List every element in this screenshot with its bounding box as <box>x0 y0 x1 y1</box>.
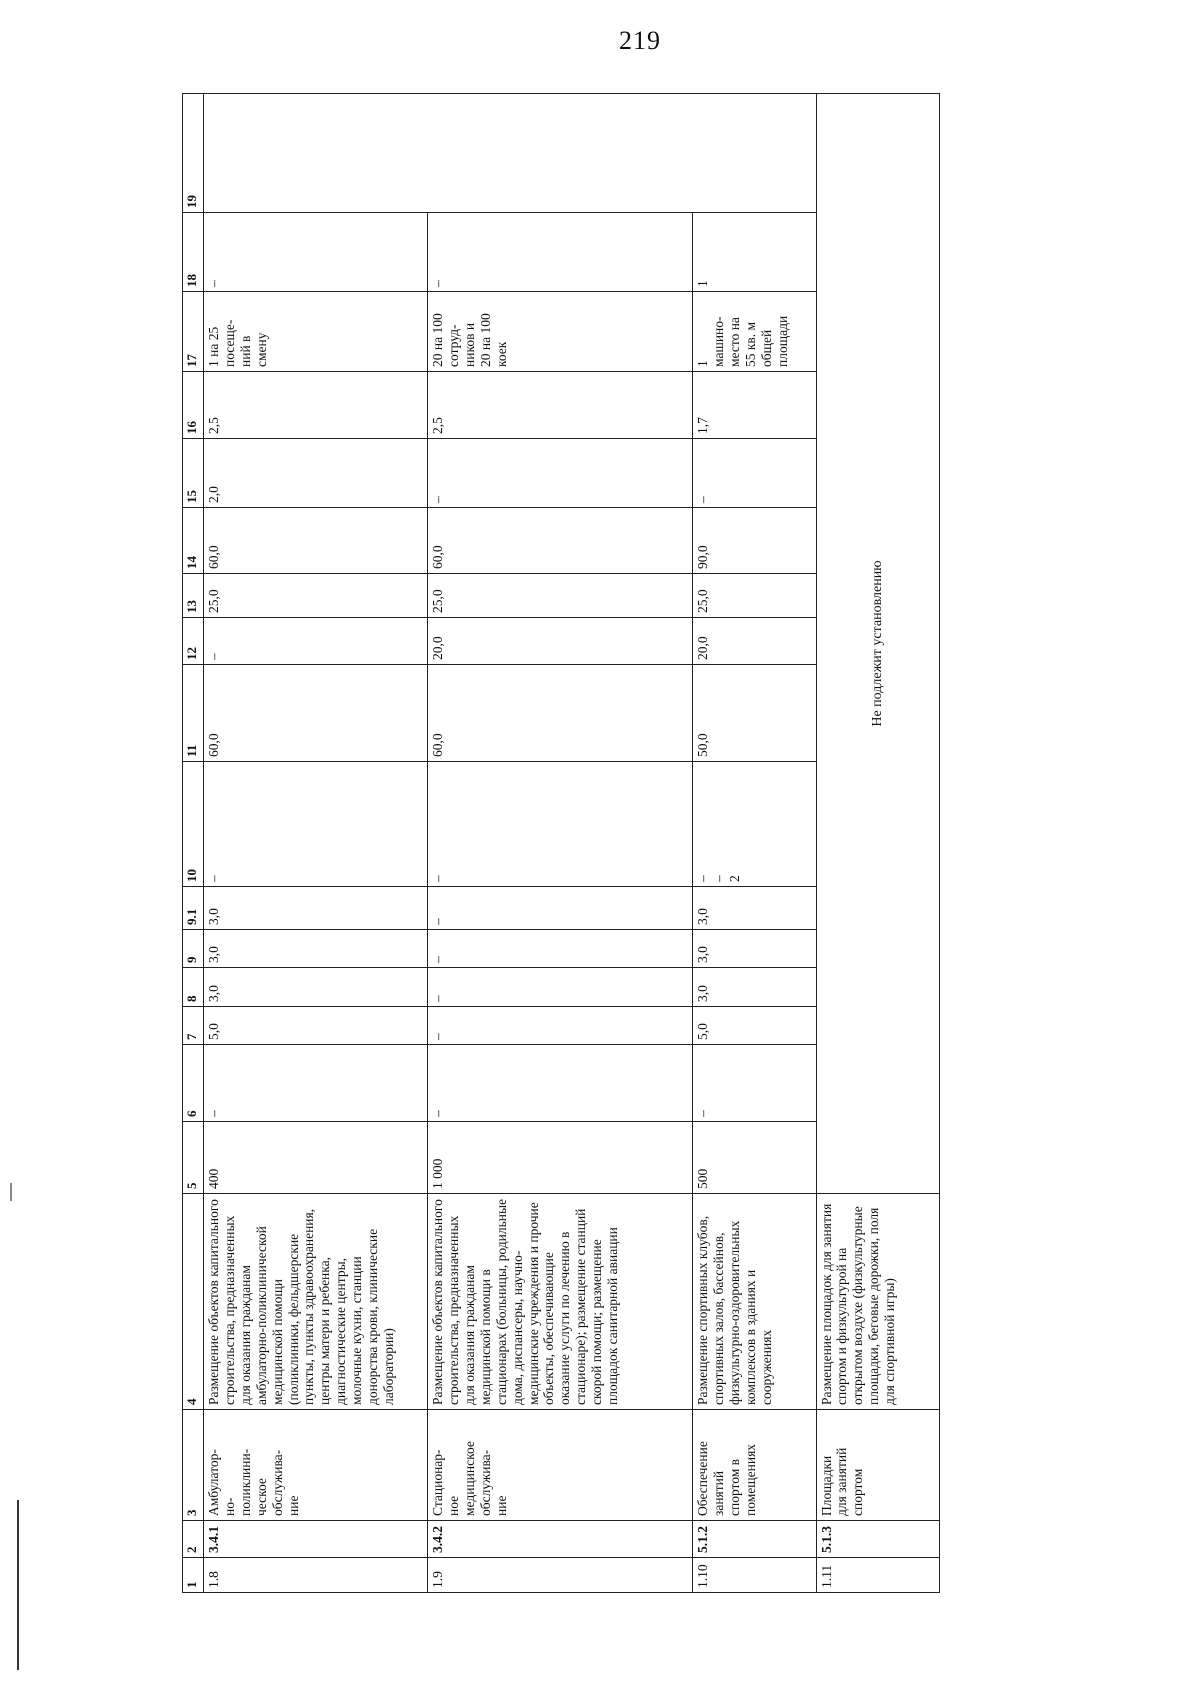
cell-c16: 2,5 <box>428 372 693 439</box>
row-code: 5.1.2 <box>693 1521 816 1558</box>
cell-c14: 60,0 <box>428 508 693 574</box>
header-cell: 7 <box>183 1007 204 1045</box>
header-cell: 12 <box>183 618 204 665</box>
header-cell: 18 <box>183 213 204 292</box>
header-cell: 13 <box>183 574 204 618</box>
row-description: Размещение спортивных клубов, спортивных залов, бассейнов, физкультурно-оздоровительных комплексов в зданиях и сооружениях <box>693 1194 816 1410</box>
cell-c19 <box>203 94 816 213</box>
cell-c7: – <box>428 1007 693 1045</box>
page-number: 219 <box>619 26 661 55</box>
row-code: 5.1.3 <box>816 1521 939 1558</box>
cell-c15: – <box>693 439 816 508</box>
header-cell: 11 <box>183 665 204 762</box>
cell-c10: – – 2 <box>693 762 816 887</box>
cell-c16: 2,5 <box>203 372 427 439</box>
cell-c17: 1 машино- место на 55 кв. м общей площади <box>693 292 816 372</box>
cell-c8: 3,0 <box>693 968 816 1007</box>
cell-c5: 500 <box>693 1122 816 1194</box>
cell-c9: 3,0 <box>203 930 427 968</box>
cell-c18: – <box>203 213 427 292</box>
cell-c7: 5,0 <box>203 1007 427 1045</box>
header-cell: 4 <box>183 1194 204 1410</box>
not-applicable-cell: Не подлежит установлению <box>816 94 939 1194</box>
row-description: Размещение площадок для занятия спортом и физкультурой на открытом воздухе (физкультурные площадки, беговые дорожки, поля для спортивной игры) <box>816 1194 939 1410</box>
row-number: 1.9 <box>428 1558 693 1593</box>
row-code: 3.4.2 <box>428 1521 693 1558</box>
header-cell: 19 <box>183 94 204 213</box>
cell-c91: – <box>428 887 693 930</box>
row-use-name: Стационар- ное медицинское обслужива- ние <box>428 1410 693 1521</box>
cell-c6: – <box>428 1045 693 1122</box>
table-row <box>816 94 939 1593</box>
header-cell: 10 <box>183 762 204 887</box>
cell-c91: 3,0 <box>203 887 427 930</box>
cell-c17: 1 на 25 посеще- ний в смену <box>203 292 427 372</box>
cell-c8: – <box>428 968 693 1007</box>
cell-c6: – <box>693 1045 816 1122</box>
scan-artifact-tick <box>10 1183 12 1201</box>
row-number: 1.10 <box>693 1558 816 1593</box>
scan-artifact-line <box>17 1500 19 1670</box>
cell-c13: 25,0 <box>693 574 816 618</box>
row-number: 1.11 <box>816 1558 939 1593</box>
row-number: 1.8 <box>203 1558 427 1593</box>
row-use-name: Площадки для занятий спортом <box>816 1410 939 1521</box>
cell-c17: 20 на 100 сотруд- ников и 20 на 100 коек <box>428 292 693 372</box>
cell-c15: – <box>428 439 693 508</box>
cell-c11: 50,0 <box>693 665 816 762</box>
header-cell: 16 <box>183 372 204 439</box>
row-code: 3.4.1 <box>203 1521 427 1558</box>
header-cell: 9.1 <box>183 887 204 930</box>
header-cell: 17 <box>183 292 204 372</box>
cell-c9: 3,0 <box>693 930 816 968</box>
cell-c11: 60,0 <box>203 665 427 762</box>
cell-c18: – <box>428 213 693 292</box>
cell-c5: 400 <box>203 1122 427 1194</box>
header-cell: 5 <box>183 1122 204 1194</box>
cell-c13: 25,0 <box>428 574 693 618</box>
table-row <box>428 94 693 1593</box>
header-cell: 8 <box>183 968 204 1007</box>
rotated-table-container <box>182 109 940 1593</box>
cell-c12: 20,0 <box>428 618 693 665</box>
cell-c6: – <box>203 1045 427 1122</box>
cell-c9: – <box>428 930 693 968</box>
table-header-row <box>183 94 204 1593</box>
cell-c91: 3,0 <box>693 887 816 930</box>
header-cell: 9 <box>183 930 204 968</box>
cell-c14: 60,0 <box>203 508 427 574</box>
regulations-table <box>182 93 940 1593</box>
cell-c10: – <box>428 762 693 887</box>
cell-c13: 25,0 <box>203 574 427 618</box>
row-use-name: Обеспечение занятий спортом в помещениях <box>693 1410 816 1521</box>
cell-c7: 5,0 <box>693 1007 816 1045</box>
cell-c15: 2,0 <box>203 439 427 508</box>
cell-c5: 1 000 <box>428 1122 693 1194</box>
row-description: Размещение объектов капитального строительства, предназначенных для оказания гражданам амбулаторно-поликлинической медицинской помощи (поликлиники, фельдшерские пункты, пункты здравоохранения, центры матери и ребенка, диагностические центры, молочные кухни, станции донорства крови, клинические лаборатории) <box>203 1194 427 1410</box>
row-description: Размещение объектов капитального строительства, предназначенных для оказания гражданам медицинской помощи в стационарах (больницы, родильные дома, диспансеры, научно-медицинские учреждения и прочие объекты, обеспечивающие оказание услуги по лечению в стационаре); размещение станций скорой помощи; размещение площадок санитарной авиации <box>428 1194 693 1410</box>
header-cell: 6 <box>183 1045 204 1122</box>
header-cell: 3 <box>183 1410 204 1521</box>
header-cell: 14 <box>183 508 204 574</box>
cell-c16: 1,7 <box>693 372 816 439</box>
cell-c12: – <box>203 618 427 665</box>
cell-c8: 3,0 <box>203 968 427 1007</box>
table-row <box>203 94 427 1593</box>
header-cell: 15 <box>183 439 204 508</box>
row-use-name: Амбулатор- но- поликлини- ческое обслужива- ние <box>203 1410 427 1521</box>
cell-c12: 20,0 <box>693 618 816 665</box>
table-row <box>693 94 816 1593</box>
cell-c18: 1 <box>693 213 816 292</box>
header-cell: 2 <box>183 1521 204 1558</box>
header-cell: 1 <box>183 1558 204 1593</box>
cell-c11: 60,0 <box>428 665 693 762</box>
cell-c10: – <box>203 762 427 887</box>
cell-c14: 90,0 <box>693 508 816 574</box>
